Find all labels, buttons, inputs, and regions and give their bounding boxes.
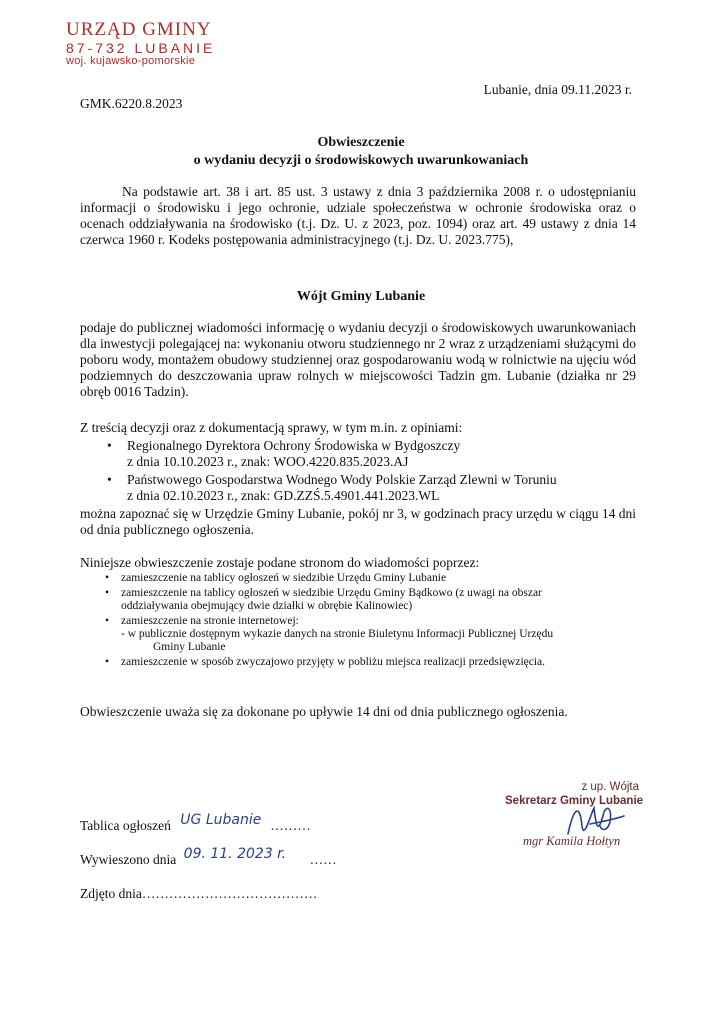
publication-item: • zamieszczenie na stronie internetowej: — [121, 615, 299, 627]
announcement-paragraph: podaje do publicznej wiadomości informację o wydaniu decyzji o środowiskowych uwarunkowaniach dla inwestycji polegającej na: wykonaniu otworu studziennego nr 2 wraz z urządzeniami służącymi do poboru wody, montażem obudowy studziennej oraz gospodarowaniu wodą w rolnictwie na ujęciu wód podziemnych do deszczowania upraw rolnych w miejscowości Tadzin gm. Lubanie (działka nr 29 obręb 0016 Tadzin). — [80, 320, 636, 399]
title-line-1: Obwieszczenie — [317, 135, 405, 150]
signature-name: mgr Kamila Hołtyn — [523, 834, 621, 848]
notice-board-label: Tablica ogłoszeń — [80, 818, 171, 833]
document-title — [0, 134, 722, 170]
opinion-authority: • Regionalnego Dyrektora Ochrony Środowiska w Bydgoszczy — [127, 438, 461, 453]
signature-authorization: z up. Wójta — [581, 781, 639, 793]
legal-basis-paragraph: Na podstawie art. 38 i art. 85 ust. 3 ustawy z dnia 3 października 2008 r. o udostępnianiu informacji o środowisku i jego ochronie, udziale społeczeństwa w ochronie środowiska oraz o ocenach oddziaływania na środowisko (t.j. Dz. U. z 2023, poz. 1094) oraz art. 49 ustawy z dnia 14 czerwca 1960 r. Kodeks postępowania administracyjnego (t.j. Dz. U. 2023.775), — [80, 184, 636, 247]
stamp-postal-code: 87-732 LUBANIE — [66, 39, 216, 56]
publication-item: zamieszczenie na tablicy ogłoszeń w siedzibie Urzędu Gminy Lubanie — [121, 572, 447, 584]
notice-board-handwritten: UG Lubanie — [180, 812, 262, 828]
list-item — [105, 438, 625, 470]
notice-board-line — [80, 812, 311, 834]
notice-board-dots: ……… — [270, 818, 311, 833]
title-line-2: o wydaniu decyzji o środowiskowych uwarunkowaniach — [193, 153, 529, 168]
publication-intro: Niniejsze obwieszczenie zostaje podane stronom do wiadomości poprzez: — [80, 555, 480, 570]
removed-date-line — [80, 886, 317, 902]
publication-item-continued: oddziaływania obejmujący dwie działki w obrębie Kalinowiec) — [121, 600, 413, 612]
publication-item: • zamieszczenie na tablicy ogłoszeń w siedzibie Urzędu Gminy Bądkowo (z uwagi na obszar — [121, 587, 542, 599]
removed-date-dots: ………………………………… — [141, 886, 318, 901]
office-stamp — [66, 20, 215, 67]
posted-date-handwritten: 09. 11. 2023 r. — [183, 846, 287, 862]
list-item — [105, 472, 625, 504]
closing-paragraph: Obwieszczenie uważa się za dokonane po upływie 14 dni od dnia publicznego ogłoszenia. — [80, 704, 568, 719]
opinion-reference: z dnia 10.10.2023 r., znak: WOO.4220.835.2023.AJ — [127, 454, 409, 469]
removed-date-label: Zdjęto dnia — [80, 886, 142, 901]
posted-date-label: Wywieszono dnia — [80, 852, 177, 867]
publication-subitem: - w publicznie dostępnym wykazie danych na stronie Biuletynu Informacji Publicznej Urzędu — [121, 628, 554, 640]
stamp-voivodeship: woj. kujawsko-pomorskie — [66, 54, 196, 67]
list-item — [103, 587, 633, 613]
publication-subitem-continued: Gminy Lubanie — [153, 641, 226, 653]
stamp-office-name: URZĄD GMINY — [66, 19, 212, 40]
list-item — [103, 615, 633, 654]
posted-date-line — [80, 846, 337, 868]
signature-position: Sekretarz Gminy Lubanie — [505, 795, 644, 807]
place-and-date: Lubanie, dnia 09.11.2023 r. — [483, 82, 632, 97]
publication-list — [103, 572, 633, 671]
posted-date-dots: …… — [309, 852, 337, 867]
opinion-authority: • Państwowego Gospodarstwa Wodnego Wody Polskie Zarząd Zlewni w Toruniu — [127, 472, 557, 487]
inspection-paragraph: można zapoznać się w Urzędzie Gminy Lubanie, pokój nr 3, w godzinach pracy urzędu w ciągu 14 dni od dnia publicznego ogłoszenia. — [80, 506, 636, 537]
list-item — [103, 572, 633, 585]
handwritten-signature — [560, 796, 630, 846]
publication-item: zamieszczenie w sposób zwyczajowo przyjęty w pobliżu miejsca realizacji przedsięwzięcia. — [121, 656, 546, 668]
opinions-list — [105, 438, 625, 506]
opinions-intro: Z treścią decyzji oraz z dokumentacją sprawy, w tym m.in. z opiniami: — [80, 420, 463, 435]
case-reference: GMK.6220.8.2023 — [80, 96, 183, 111]
issuer-heading: Wójt Gminy Lubanie — [296, 289, 426, 304]
opinion-reference: z dnia 02.10.2023 r., znak: GD.ZZŚ.5.4901.441.2023.WL — [127, 488, 440, 503]
list-item — [103, 656, 633, 669]
